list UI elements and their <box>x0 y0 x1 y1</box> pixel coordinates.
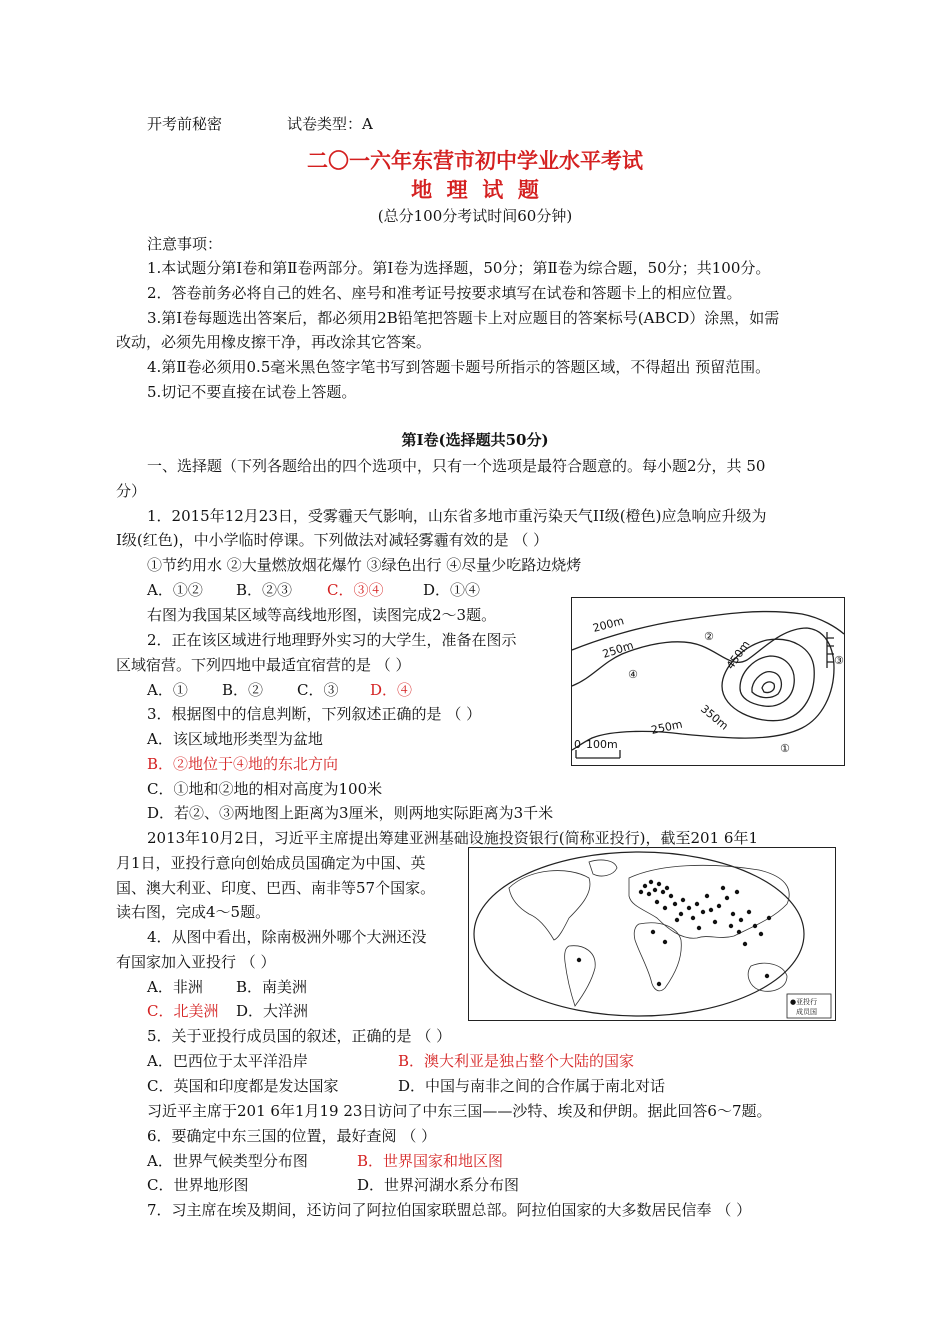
note-3b: 改动，必须先用橡皮擦干净，再改涂其它答案。 <box>116 333 432 351</box>
q2-option-a: A．① <box>147 681 188 699</box>
q6-option-d: D．世界河湖水系分布图 <box>357 1176 520 1194</box>
point-3: ③ <box>834 654 844 667</box>
q4-stem-b: 有国家加入亚投行 （ ） <box>116 953 276 971</box>
q1-option-b: B．②③ <box>236 581 293 599</box>
section-intro-a: 一、选择题（下列各题给出的四个选项中，只有一个选项是最符合题意的。每小题2分，共 50 <box>147 457 766 475</box>
q5-option-b: B．澳大利亚是独占整个大陆的国家 <box>398 1052 635 1070</box>
q2-stem-b: 区域宿营。下列四地中最适宜宿营的是 （ ） <box>116 656 411 674</box>
note-5: 5.切记不要直接在试卷上答题。 <box>147 383 357 401</box>
contour-map <box>571 597 845 766</box>
world-map <box>468 847 836 1021</box>
contour-label-350: 350m <box>698 702 731 733</box>
scale-label: 100m <box>586 738 618 751</box>
aiib-intro-4: 读右图，完成4～5题。 <box>116 903 271 921</box>
section-intro-b: 分） <box>116 482 147 500</box>
note-1: 1.本试题分第Ⅰ卷和第Ⅱ卷两部分。第Ⅰ卷为选择题，50分；第Ⅱ卷为综合题，50分；共100分。 <box>147 259 771 277</box>
page-title: 二〇一六年东营市初中学业水平考试 <box>307 148 643 173</box>
q3-option-b: B．②地位于④地的东北方向 <box>147 755 339 773</box>
world-map-drawing <box>469 848 835 1020</box>
q4-option-c: C．北美洲 <box>147 1002 219 1020</box>
q2-stem-a: 2．正在该区域进行地理野外实习的大学生，准备在图示 <box>147 631 517 649</box>
q1-stem-a: 1．2015年12月23日，受雾霾天气影响，山东省多地市重污染天气II级(橙色)应急响应升级为 <box>147 507 767 525</box>
note-2: 2．答卷前务必将自己的姓名、座号和准考证号按要求填写在试卷和答题卡上的相应位置。 <box>147 284 742 302</box>
q3-stem: 3．根据图中的信息判断，下列叙述正确的是 （ ） <box>147 705 482 723</box>
q7-stem: 7．习主席在埃及期间，还访问了阿拉伯国家联盟总部。阿拉伯国家的大多数居民信奉 （ ） <box>147 1201 752 1219</box>
aiib-intro-2: 月1日，亚投行意向创始成员国确定为中国、英 <box>116 854 426 872</box>
contour-label-250b: 250m <box>649 717 684 737</box>
q4-stem-a: 4．从图中看出，除南极洲外哪个大洲还没 <box>147 928 427 946</box>
q4-option-a: A．非洲 <box>147 978 203 996</box>
notes-heading: 注意事项： <box>147 235 223 253</box>
q5-option-c: C．英国和印度都是发达国家 <box>147 1077 339 1095</box>
legend-line-1: ●亚投行 <box>790 998 818 1006</box>
q1-option-d: D．①④ <box>423 581 481 599</box>
q3-option-d: D．若②、③两地图上距离为3厘米，则两地实际距离为3千米 <box>147 804 554 822</box>
contour-intro: 右图为我国某区域等高线地形图，读图完成2～3题。 <box>147 606 497 624</box>
q5-option-a: A．巴西位于太平洋沿岸 <box>147 1052 308 1070</box>
contour-map-drawing <box>572 598 844 765</box>
q3-option-a: A．该区域地形类型为盆地 <box>147 730 323 748</box>
note-4: 4.第Ⅱ卷必须用0.5毫米黑色签字笔书写到答题卡题号所指示的答题区域，不得超出 预留范围。 <box>147 358 771 376</box>
contour-label-250a: 250m <box>600 638 636 661</box>
legend-line-2: 成员国 <box>796 1008 817 1016</box>
q5-stem: 5．关于亚投行成员国的叙述，正确的是 （ ） <box>147 1027 452 1045</box>
contour-label-450: 450m <box>723 638 753 672</box>
point-4: ④ <box>628 668 638 681</box>
q1-option-c: C．③④ <box>327 581 384 599</box>
q1-items: ①节约用水 ②大量燃放烟花爆竹 ③绿色出行 ④尽量少吃路边烧烤 <box>147 556 582 574</box>
scale-zero: 0 <box>574 738 581 751</box>
q5-option-d: D．中国与南非之间的合作属于南北对话 <box>398 1077 666 1095</box>
secret-label: 开考前秘密 <box>147 115 223 133</box>
score-time: (总分100分考试时间60分钟) <box>377 207 573 225</box>
q6-option-b: B．世界国家和地区图 <box>357 1152 504 1170</box>
q4-option-b: B．南美洲 <box>236 978 308 996</box>
note-3a: 3.第Ⅰ卷每题选出答案后，都必须用2B铅笔把答题卡上对应题目的答案标号(ABCD）涂黑，如需 <box>147 309 780 327</box>
aiib-intro-1: 2013年10月2日，习近平主席提出筹建亚洲基础设施投资银行(简称亚投行)，截至201 6年1 <box>147 829 758 847</box>
q2-option-c: C．③ <box>297 681 339 699</box>
q3-option-c: C．①地和②地的相对高度为100米 <box>147 780 383 798</box>
q6-option-c: C．世界地形图 <box>147 1176 249 1194</box>
aiib-intro-3: 国、澳大利亚、印度、巴西、南非等57个国家。 <box>116 879 436 897</box>
middle-east-intro: 习近平主席于201 6年1月19 23日访问了中东三国——沙特、埃及和伊朗。据此回答6～7题。 <box>147 1102 772 1120</box>
q4-option-d: D．大洋洲 <box>236 1002 309 1020</box>
contour-label-200: 200m <box>591 614 626 635</box>
point-1: ① <box>780 742 790 755</box>
q2-option-d: D．④ <box>370 681 413 699</box>
q1-stem-b: I级(红色)，中小学临时停课。下列做法对减轻雾霾有效的是 （ ） <box>116 531 549 549</box>
q2-option-b: B．② <box>222 681 264 699</box>
section-heading: 第Ⅰ卷(选择题共50分) <box>401 431 549 449</box>
q6-option-a: A．世界气候类型分布图 <box>147 1152 308 1170</box>
subject-title: 地 理 试 题 <box>411 177 539 202</box>
point-2: ② <box>704 630 714 643</box>
paper-type: 试卷类型：A <box>287 115 373 133</box>
q1-option-a: A．①② <box>147 581 203 599</box>
q6-stem: 6．要确定中东三国的位置，最好查阅 （ ） <box>147 1127 437 1145</box>
